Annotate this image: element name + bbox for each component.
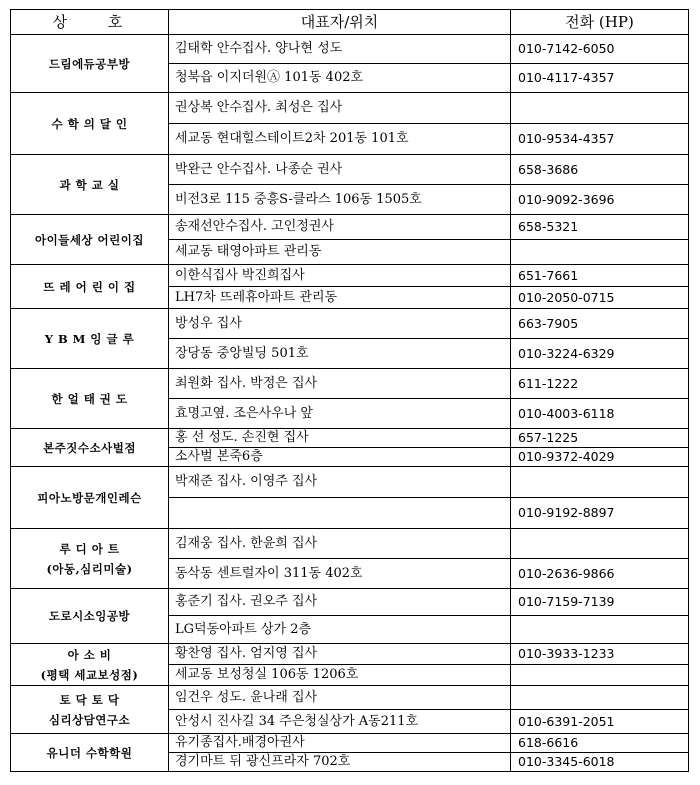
rep-location-cell: 비전3로 115 중흥S-클라스 106동 1505호	[169, 185, 511, 215]
rep-location-cell: 세교동 태영아파트 관리동	[169, 240, 511, 265]
phone-cell: 010-7142-6050	[511, 35, 689, 64]
business-name-text: 도로시소잉공방	[48, 609, 131, 623]
business-name-text: 뜨 레 어 린 이 집	[43, 279, 136, 294]
table-row	[11, 529, 689, 559]
phone-cell: 010-9372-4029	[511, 448, 689, 467]
business-name-text: 드림에듀공부방	[48, 56, 131, 71]
phone-cell: 010-7159-7139	[511, 589, 689, 616]
phone-cell	[511, 616, 689, 644]
header-row	[11, 10, 689, 35]
business-name-text: 수 학 의 달 인	[51, 116, 128, 131]
business-name	[11, 35, 169, 93]
table-row	[11, 589, 689, 616]
table-row	[11, 369, 689, 399]
rep-location-cell: 홍준기 집사. 권오주 집사	[169, 589, 511, 616]
phone-cell	[511, 240, 689, 265]
directory-sheet	[10, 9, 688, 772]
rep-location-cell: LH7차 뜨레휴아파트 관리동	[169, 287, 511, 309]
business-name	[11, 309, 169, 369]
business-name-text: 루 디 아 트	[59, 541, 120, 556]
directory-rows	[11, 35, 689, 772]
business-name	[11, 644, 169, 686]
rep-location-cell: 이한식집사 박진희집사	[169, 265, 511, 287]
header-phone: 전화 (HP)	[511, 10, 689, 35]
business-subtitle: 심리상담연구소	[48, 712, 131, 727]
business-name-text: 토 닥 토 닥	[59, 692, 120, 707]
business-name-text: 한 얼 태 권 도	[51, 391, 128, 406]
phone-cell	[511, 665, 689, 686]
rep-location-cell: 송재선안수집사. 고인정권사	[169, 215, 511, 240]
business-name	[11, 155, 169, 215]
phone-cell: 010-2050-0715	[511, 287, 689, 309]
phone-cell: 651-7661	[511, 265, 689, 287]
table-row	[11, 93, 689, 124]
rep-location-cell: 유기종집사.배경아권사	[169, 734, 511, 753]
table-row	[11, 309, 689, 339]
rep-location-cell: 소사벌 본죽6층	[169, 448, 511, 467]
rep-location-cell: 박완근 안수집사. 나종순 권사	[169, 155, 511, 185]
business-subtitle: (아동,심리미술)	[46, 561, 133, 576]
header-rep: 대표자/위치	[169, 10, 511, 35]
rep-location-cell: 최원화 집사. 박정은 집사	[169, 369, 511, 399]
rep-location-cell: 청북읍 이지더원Ⓐ 101동 402호	[169, 64, 511, 93]
business-name-text: 유니더 수학학원	[46, 745, 133, 760]
business-name-text: 피아노방문개인레슨	[37, 490, 142, 505]
business-name-text: 아이들세상 어린이집	[35, 232, 144, 247]
phone-cell: 010-9534-4357	[511, 124, 689, 155]
business-name	[11, 734, 169, 772]
table-row	[11, 265, 689, 287]
phone-cell	[511, 467, 689, 498]
table-row	[11, 686, 689, 710]
rep-location-cell: 세교동 현대힐스테이트2차 201동 101호	[169, 124, 511, 155]
phone-cell: 618-6616	[511, 734, 689, 753]
phone-cell: 663-7905	[511, 309, 689, 339]
rep-location-cell: 동삭동 센트럴자이 311동 402호	[169, 559, 511, 589]
table-row	[11, 429, 689, 448]
business-name	[11, 215, 169, 265]
rep-location-cell: LG덕동아파트 상가 2층	[169, 616, 511, 644]
directory-table	[10, 9, 689, 772]
phone-cell	[511, 686, 689, 710]
phone-cell: 010-9192-8897	[511, 498, 689, 529]
business-name	[11, 265, 169, 309]
table-row	[11, 467, 689, 498]
business-name	[11, 429, 169, 467]
rep-location-cell: 김재웅 집사. 한윤희 집사	[169, 529, 511, 559]
phone-cell: 658-3686	[511, 155, 689, 185]
business-name	[11, 589, 169, 644]
phone-cell: 010-3933-1233	[511, 644, 689, 665]
phone-cell	[511, 529, 689, 559]
business-name-text: Y B M 잉 글 루	[44, 331, 135, 346]
rep-location-cell: 권상복 안수집사. 최성은 집사	[169, 93, 511, 124]
phone-cell: 658-5321	[511, 215, 689, 240]
phone-cell: 657-1225	[511, 429, 689, 448]
rep-location-cell: 경기마트 뒤 광신프라자 702호	[169, 753, 511, 772]
phone-cell: 010-2636-9866	[511, 559, 689, 589]
business-name	[11, 93, 169, 155]
rep-location-cell: 김태학 안수집사. 양나현 성도	[169, 35, 511, 64]
rep-location-cell: 안성시 진사길 34 주은청실상가 A동211호	[169, 710, 511, 734]
rep-location-cell	[169, 498, 511, 529]
phone-cell: 010-4117-4357	[511, 64, 689, 93]
table-row	[11, 155, 689, 185]
table-row	[11, 734, 689, 753]
business-name	[11, 467, 169, 529]
rep-location-cell: 세교동 보성청실 106동 1206호	[169, 665, 511, 686]
business-name	[11, 686, 169, 734]
business-name-text: 과 학 교 실	[59, 177, 120, 192]
rep-location-cell: 장당동 중앙빌딩 501호	[169, 339, 511, 369]
phone-cell: 010-3224-6329	[511, 339, 689, 369]
business-name	[11, 369, 169, 429]
table-row	[11, 35, 689, 64]
rep-location-cell: 홍 선 성도. 손진현 집사	[169, 429, 511, 448]
phone-cell	[511, 93, 689, 124]
business-subtitle: (평택 세교보성점)	[40, 667, 139, 682]
business-name	[11, 529, 169, 589]
table-row	[11, 215, 689, 240]
phone-cell: 010-4003-6118	[511, 399, 689, 429]
rep-location-cell: 방성우 집사	[169, 309, 511, 339]
phone-cell: 010-6391-2051	[511, 710, 689, 734]
business-name-text: 본주짓수소사벌점	[43, 440, 136, 455]
table-row	[11, 644, 689, 665]
rep-location-cell: 효명고옆. 조은사우나 앞	[169, 399, 511, 429]
rep-location-cell: 임건우 성도. 윤나래 집사	[169, 686, 511, 710]
rep-location-cell: 황찬영 집사. 엄지영 집사	[169, 644, 511, 665]
rep-location-cell: 박재준 집사. 이영주 집사	[169, 467, 511, 498]
phone-cell: 010-3345-6018	[511, 753, 689, 772]
phone-cell: 010-9092-3696	[511, 185, 689, 215]
phone-cell: 611-1222	[511, 369, 689, 399]
header-name: 상 호	[11, 10, 169, 35]
business-name-text: 아 소 비	[67, 647, 112, 662]
